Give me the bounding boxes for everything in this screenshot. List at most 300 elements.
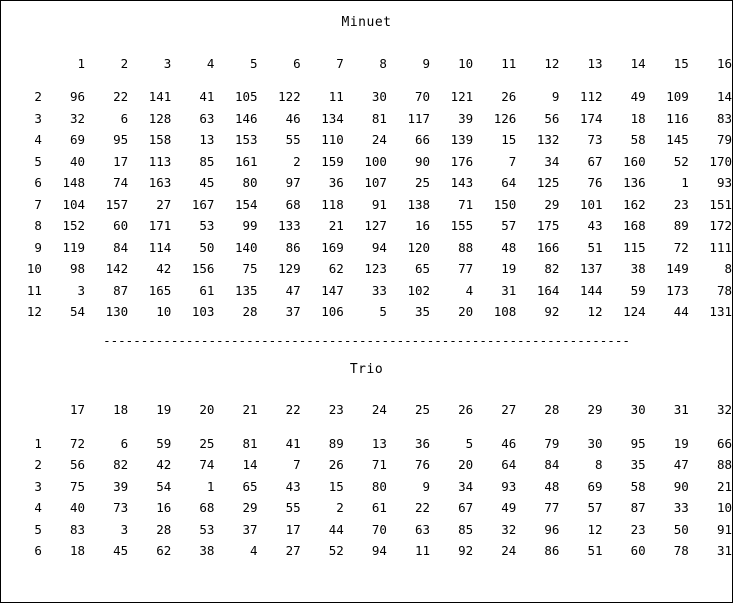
minuet-cell: 69 [69,132,86,148]
trio-section [1,362,732,562]
minuet-cell: 42 [156,261,172,277]
minuet-cell: 148 [62,175,86,191]
trio-cell: 18 [70,543,86,559]
minuet-cell: 119 [62,239,86,255]
minuet-cell: 37 [285,304,301,320]
trio-col-header: 27 [501,402,517,417]
minuet-cell: 58 [630,132,646,148]
minuet-cell: 139 [450,132,474,148]
trio-col-header: 20 [199,402,215,417]
minuet-cell: 1 [681,175,689,191]
minuet-cell: 17 [113,153,129,169]
minuet-cell: 79 [716,132,732,148]
minuet-cell: 40 [69,153,86,169]
minuet-cell: 153 [234,132,258,148]
minuet-cell: 97 [285,175,301,191]
trio-row-label: 6 [34,543,42,559]
minuet-col-header: 11 [501,55,517,71]
trio-cell: 54 [156,478,172,494]
minuet-cell: 11 [328,89,344,105]
minuet-cell: 47 [285,282,301,298]
minuet-cell: 98 [69,261,86,277]
minuet-row-label: 10 [26,261,42,277]
trio-cell: 86 [544,543,560,559]
trio-cell: 50 [673,521,689,537]
trio-cell: 8 [595,457,603,473]
minuet-cell: 107 [364,175,387,191]
minuet-cell: 146 [234,110,258,126]
minuet-cell: 34 [544,153,560,169]
minuet-cell: 49 [630,89,646,105]
minuet-cell: 141 [148,89,172,105]
trio-cell: 17 [285,521,301,537]
trio-cell: 23 [630,521,646,537]
trio-col-header: 19 [156,402,172,417]
minuet-cell: 130 [105,304,129,320]
minuet-cell: 4 [465,282,474,298]
trio-cell: 82 [113,457,129,473]
minuet-cell: 16 [414,218,431,234]
trio-col-header: 29 [587,402,603,417]
minuet-cell: 165 [148,282,172,298]
minuet-cell: 111 [709,239,732,255]
trio-cell: 36 [415,435,431,451]
trio-cell: 88 [716,457,732,473]
trio-cell: 46 [501,435,517,451]
trio-cell: 48 [544,478,560,494]
minuet-cell: 25 [414,175,431,191]
minuet-cell: 101 [579,196,603,212]
minuet-cell: 83 [716,110,732,126]
minuet-cell: 145 [666,132,689,148]
minuet-cell: 23 [673,196,689,212]
minuet-cell: 163 [148,175,172,191]
minuet-cell: 164 [536,282,560,298]
trio-cell: 84 [544,457,560,473]
trio-cell: 30 [587,435,603,451]
minuet-cell: 123 [364,261,387,277]
table-row [1,151,732,173]
trio-cell: 3 [120,521,129,537]
trio-col-header: 23 [328,402,344,417]
minuet-cell: 120 [407,239,431,255]
trio-cell: 59 [156,435,172,451]
table-row [1,86,732,108]
minuet-cell: 161 [234,153,258,169]
table-row [1,280,732,302]
table-row [1,519,732,541]
trio-cell: 35 [630,457,646,473]
minuet-cell: 33 [371,282,387,298]
table-row [1,172,732,194]
table-row [1,497,732,519]
minuet-col-header: 7 [336,55,344,71]
minuet-cell: 162 [623,196,646,212]
minuet-cell: 51 [587,239,603,255]
minuet-cell: 106 [321,304,344,320]
minuet-cell: 27 [156,196,172,212]
minuet-cell: 138 [407,196,431,212]
trio-cell: 11 [415,543,431,559]
minuet-cell: 70 [414,89,431,105]
minuet-row-label: 12 [26,304,42,320]
minuet-title: Minuet [341,15,392,30]
trio-col-header: 22 [285,402,301,417]
minuet-cell: 128 [148,110,172,126]
minuet-cell: 12 [587,304,603,320]
trio-cell: 95 [630,435,646,451]
minuet-cell: 74 [113,175,129,191]
minuet-row-label: 6 [34,175,42,191]
minuet-cell: 13 [199,132,215,148]
minuet-cell: 173 [666,282,689,298]
minuet-cell: 103 [191,304,215,320]
trio-col-header: 26 [458,402,474,417]
minuet-cell: 137 [579,261,603,277]
minuet-cell: 175 [536,218,560,234]
minuet-cell: 60 [113,218,129,234]
minuet-cell: 94 [371,239,387,255]
trio-cell: 71 [371,457,387,473]
minuet-cell: 57 [501,218,517,234]
minuet-cell: 124 [623,304,646,320]
minuet-cell: 108 [493,304,517,320]
minuet-cell: 152 [62,218,86,234]
minuet-cell: 15 [501,132,517,148]
trio-cell: 13 [371,435,387,451]
trio-cell: 6 [120,435,129,451]
minuet-cell: 38 [630,261,646,277]
minuet-cell: 62 [328,261,344,277]
minuet-cell: 8 [724,261,732,277]
trio-cell: 73 [113,500,129,516]
minuet-cell: 56 [544,110,560,126]
minuet-cell: 112 [579,89,603,105]
trio-col-header: 18 [113,402,129,417]
trio-cell: 96 [544,521,560,537]
trio-cell: 40 [70,500,86,516]
trio-cell: 31 [716,543,732,559]
minuet-row-label: 5 [34,153,42,169]
minuet-cell: 134 [321,110,344,126]
trio-cell: 79 [544,435,560,451]
minuet-col-header: 16 [716,55,732,71]
minuet-cell: 147 [321,282,344,298]
minuet-cell: 44 [673,304,689,320]
trio-cell: 66 [716,435,732,451]
minuet-cell: 55 [285,132,301,148]
section-divider: ---------------------------------------------------------------------- [103,332,630,348]
minuet-row-label: 3 [34,110,42,126]
minuet-cell: 26 [501,89,517,105]
minuet-cell: 3 [77,282,86,298]
trio-title: Trio [349,361,384,377]
table-row [1,476,732,498]
trio-cell: 53 [199,521,215,537]
table-row [1,433,732,455]
minuet-cell: 122 [278,89,301,105]
minuet-cell: 63 [199,110,215,126]
minuet-cell: 5 [379,304,387,320]
minuet-cell: 157 [105,196,129,212]
minuet-cell: 129 [278,261,301,277]
minuet-cell: 172 [709,218,732,234]
trio-cell: 33 [673,500,689,516]
minuet-cell: 149 [666,261,689,277]
minuet-table [1,50,732,323]
trio-cell: 67 [458,500,474,516]
trio-cell: 55 [285,500,301,516]
trio-cell: 63 [415,521,431,537]
trio-cell: 27 [285,543,301,559]
minuet-row-label: 11 [26,282,42,298]
trio-cell: 75 [70,478,86,494]
trio-cell: 16 [156,500,172,516]
trio-cell: 65 [242,478,258,494]
trio-cell: 57 [587,500,603,516]
trio-cell: 12 [587,521,603,537]
minuet-cell: 59 [630,282,646,298]
trio-cell: 91 [716,521,732,537]
trio-cell: 51 [587,543,603,559]
trio-cell: 85 [458,521,474,537]
minuet-cell: 158 [148,132,172,148]
minuet-cell: 110 [321,132,344,148]
minuet-col-header: 6 [293,55,301,71]
trio-cell: 4 [250,543,258,559]
trio-row-label: 2 [34,457,42,473]
trio-table-head [1,397,732,433]
minuet-cell: 28 [242,304,258,320]
minuet-corner-cell [1,50,42,86]
minuet-cell: 126 [493,110,517,126]
minuet-cell: 72 [673,239,689,255]
minuet-cell: 36 [328,175,344,191]
trio-cell: 24 [501,543,517,559]
minuet-cell: 65 [414,261,431,277]
minuet-cell: 102 [407,282,431,298]
minuet-cell: 171 [148,218,172,234]
minuet-cell: 104 [62,196,86,212]
minuet-cell: 89 [673,218,689,234]
minuet-cell: 86 [285,239,301,255]
minuet-cell: 81 [371,110,387,126]
minuet-cell: 168 [623,218,646,234]
trio-cell: 5 [465,435,474,451]
minuet-cell: 117 [407,110,431,126]
trio-cell: 10 [716,500,732,516]
minuet-cell: 24 [371,132,387,148]
trio-cell: 68 [199,500,215,516]
trio-cell: 83 [70,521,86,537]
minuet-cell: 166 [536,239,560,255]
minuet-cell: 54 [69,304,86,320]
minuet-cell: 48 [501,239,517,255]
table-row [1,258,732,280]
table-row [1,454,732,476]
minuet-col-header: 10 [458,55,474,71]
trio-cell: 15 [328,478,344,494]
minuet-cell: 35 [414,304,431,320]
table-row [1,194,732,216]
minuet-cell: 96 [69,89,86,105]
trio-cell: 61 [371,500,387,516]
minuet-col-header: 5 [250,55,258,71]
minuet-col-header: 2 [120,55,129,71]
minuet-cell: 150 [493,196,517,212]
trio-cell: 44 [328,521,344,537]
minuet-cell: 105 [234,89,258,105]
minuet-col-header: 12 [544,55,560,71]
trio-table-body [1,433,732,562]
trio-cell: 58 [630,478,646,494]
minuet-cell: 31 [501,282,517,298]
trio-cell: 39 [113,478,129,494]
minuet-cell: 118 [321,196,344,212]
minuet-cell: 114 [148,239,172,255]
minuet-cell: 66 [414,132,431,148]
minuet-cell: 20 [458,304,474,320]
trio-cell: 32 [501,521,517,537]
trio-cell: 45 [113,543,129,559]
trio-cell: 52 [328,543,344,559]
trio-corner-cell [1,397,42,433]
minuet-cell: 50 [199,239,215,255]
trio-row-label: 5 [34,521,42,537]
minuet-col-header: 3 [163,55,172,71]
trio-cell: 74 [199,457,215,473]
minuet-cell: 41 [199,89,215,105]
trio-col-header: 32 [716,402,732,417]
trio-col-header: 21 [242,402,258,417]
trio-cell: 1 [206,478,215,494]
trio-cell: 37 [242,521,258,537]
minuet-cell: 29 [544,196,560,212]
minuet-cell: 19 [501,261,517,277]
trio-cell: 77 [544,500,560,516]
minuet-cell: 99 [242,218,258,234]
trio-cell: 7 [293,457,301,473]
trio-row-label: 3 [34,478,42,494]
minuet-cell: 43 [587,218,603,234]
minuet-cell: 113 [148,153,172,169]
minuet-col-header: 14 [630,55,646,71]
trio-cell: 26 [328,457,344,473]
minuet-cell: 73 [587,132,603,148]
trio-cell: 87 [630,500,646,516]
minuet-cell: 77 [458,261,474,277]
minuet-row-label: 2 [34,89,42,105]
minuet-cell: 78 [716,282,732,298]
minuet-cell: 156 [191,261,215,277]
minuet-cell: 109 [666,89,689,105]
trio-cell: 34 [458,478,474,494]
minuet-cell: 100 [364,153,387,169]
minuet-table-body [1,86,732,323]
trio-cell: 94 [371,543,387,559]
trio-cell: 41 [285,435,301,451]
minuet-cell: 155 [450,218,474,234]
trio-cell: 20 [458,457,474,473]
table-row [1,540,732,562]
minuet-cell: 6 [120,110,129,126]
minuet-cell: 127 [364,218,387,234]
trio-cell: 9 [422,478,431,494]
minuet-cell: 32 [69,110,86,126]
trio-cell: 2 [336,500,344,516]
minuet-cell: 71 [458,196,474,212]
minuet-section [1,15,732,323]
minuet-cell: 88 [458,239,474,255]
trio-row-label: 4 [34,500,42,516]
trio-cell: 22 [415,500,431,516]
minuet-cell: 45 [199,175,215,191]
minuet-cell: 135 [234,282,258,298]
trio-cell: 14 [242,457,258,473]
trio-cell: 56 [70,457,86,473]
minuet-cell: 53 [199,218,215,234]
minuet-cell: 93 [716,175,732,191]
table-row [1,301,732,323]
minuet-cell: 67 [587,153,603,169]
trio-cell: 76 [415,457,431,473]
minuet-header-row [1,50,732,86]
minuet-table-head [1,50,732,86]
trio-col-header: 28 [544,402,560,417]
trio-cell: 92 [458,543,474,559]
table-row [1,215,732,237]
minuet-cell: 143 [450,175,474,191]
minuet-cell: 75 [242,261,258,277]
minuet-cell: 82 [544,261,560,277]
trio-cell: 25 [199,435,215,451]
trio-cell: 43 [285,478,301,494]
minuet-cell: 84 [113,239,129,255]
minuet-col-header: 1 [77,55,86,71]
minuet-col-header: 4 [206,55,215,71]
trio-cell: 70 [371,521,387,537]
trio-cell: 89 [328,435,344,451]
minuet-cell: 22 [113,89,129,105]
trio-cell: 93 [501,478,517,494]
minuet-cell: 140 [234,239,258,255]
minuet-cell: 39 [458,110,474,126]
minuet-row-label: 7 [34,196,42,212]
minuet-cell: 131 [709,304,732,320]
minuet-cell: 95 [113,132,129,148]
trio-cell: 78 [673,543,689,559]
minuet-cell: 151 [709,196,732,212]
minuet-cell: 7 [508,153,517,169]
trio-cell: 28 [156,521,172,537]
trio-cell: 42 [156,457,172,473]
trio-table [1,397,732,562]
trio-cell: 29 [242,500,258,516]
minuet-cell: 91 [371,196,387,212]
minuet-cell: 121 [450,89,474,105]
minuet-cell: 144 [579,282,603,298]
trio-cell: 21 [716,478,732,494]
minuet-cell: 169 [321,239,344,255]
table-row [1,108,732,130]
minuet-col-header: 13 [587,55,603,71]
trio-cell: 69 [587,478,603,494]
minuet-cell: 167 [191,196,215,212]
trio-cell: 60 [630,543,646,559]
trio-cell: 80 [371,478,387,494]
trio-col-header: 24 [371,402,387,417]
minuet-cell: 46 [285,110,301,126]
